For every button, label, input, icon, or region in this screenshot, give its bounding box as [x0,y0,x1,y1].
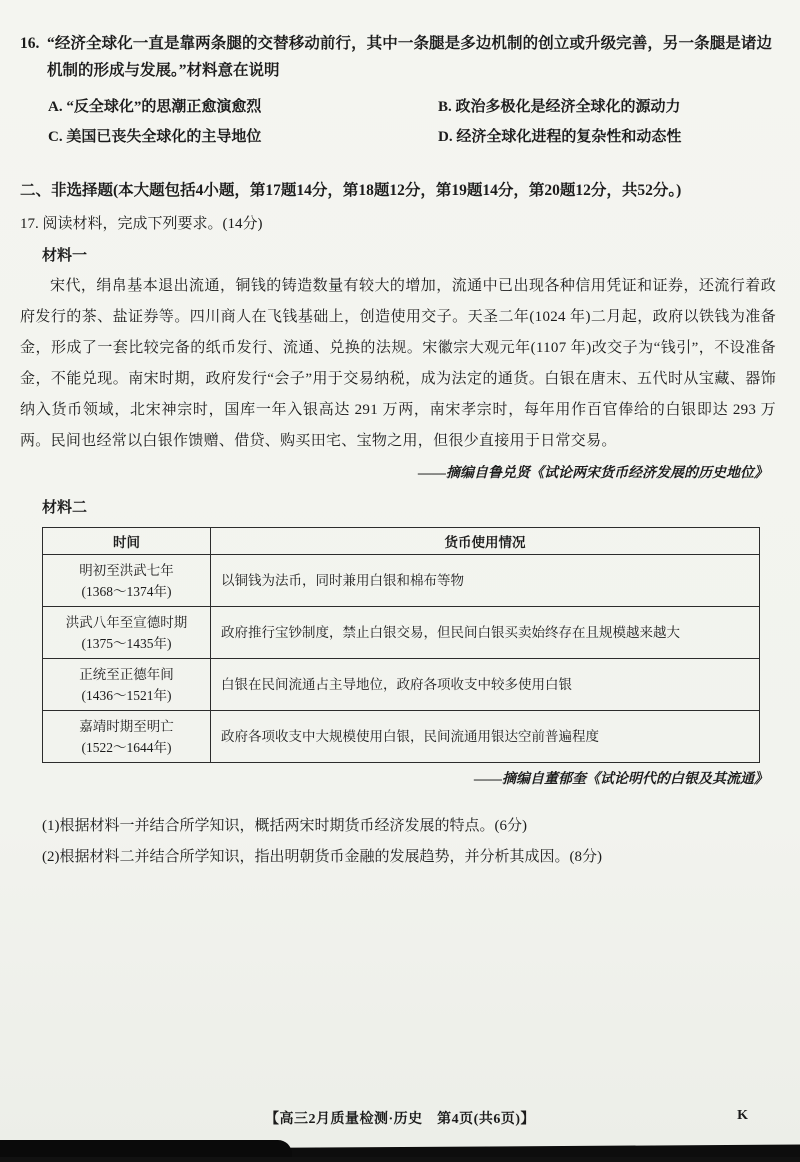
option-d-text: 经济全球化进程的复杂性和动态性 [456,129,682,145]
material-1-source: ——摘编自鲁兑贤《试论两宋货币经济发展的历史地位》 [418,466,768,481]
table-cell-usage: 政府各项收支中大规模使用白银，民间流通用银达空前普遍程度 [211,711,760,763]
option-c [48,122,438,152]
time-years: (1368～1374年) [81,583,172,599]
question-16-stem [20,30,772,84]
table-cell-usage: 白银在民间流通占主导地位，政府各项收支中较多使用白银 [211,659,760,711]
option-a-label: A. [48,99,63,115]
table-row [43,555,760,607]
currency-usage-table [42,527,760,763]
sub-question-2: (2)根据材料二并结合所学知识，指出明朝货币金融的发展趋势，并分析其成因。(8分) [42,849,602,865]
table-row [43,607,760,659]
option-row [20,122,776,152]
table-row [43,711,760,763]
table-row [43,659,760,711]
time-period: 嘉靖时期至明亡 [79,718,174,734]
question-16-options [20,92,776,152]
page-footer: 【高三2月质量检测·历史 第4页(共6页)】 [265,1112,535,1127]
table-header-usage: 货币使用情况 [211,528,760,555]
table-cell-time [43,555,211,607]
time-period: 正统至正德年间 [79,666,174,682]
option-a-text: “反全球化”的思潮正愈演愈烈 [66,99,262,115]
option-row [20,92,776,122]
option-c-text: 美国已丧失全球化的主导地位 [66,129,262,145]
time-years: (1436～1521年) [81,687,172,703]
time-years: (1375～1435年) [81,635,172,651]
option-c-label: C. [48,129,63,145]
time-years: (1522～1644年) [81,739,172,755]
material-2-label: 材料二 [42,500,88,516]
table-cell-usage: 政府推行宝钞制度，禁止白银交易，但民间白银买卖始终存在且规模越来越大 [211,607,760,659]
table-cell-time [43,659,211,711]
table-cell-time [43,607,211,659]
question-17-intro: 17. 阅读材料，完成下列要求。(14分) [20,216,263,232]
table-cell-time [43,711,211,763]
section-2-heading: 二、非选择题(本大题包括4小题，第17题14分，第18题12分，第19题14分，第20题12分，共52分。) [20,182,682,199]
table-cell-usage: 以铜钱为法币，同时兼用白银和棉布等物 [211,555,760,607]
option-b-label: B. [438,99,452,115]
table-header-row [43,528,760,555]
question-16-text: “经济全球化一直是靠两条腿的交替移动前行，其中一条腿是多边机制的创立或升级完善，另一条腿是诸边机制的形成与发展。”材料意在说明 [47,35,772,79]
question-16-number: 16. [20,35,40,52]
scan-edge-bottom [0,1157,800,1162]
footer-mark: K [737,1108,748,1123]
option-d [438,122,776,152]
option-b-text: 政治多极化是经济全球化的源动力 [455,99,681,115]
material-1-label: 材料一 [42,248,88,264]
material-1-text: 宋代，绢帛基本退出流通，铜钱的铸造数量有较大的增加，流通中已出现各种信用凭证和证券，还流行着政府发行的茶、盐证券等。四川商人在飞钱基础上，创造使用交子。天圣二年(1024 年)二月起，政府以铁钱为准备金，形成了一套比较完备的纸币发行、流通、兑换的法规。宋徽宗大观元年(1107 年)改交子为“钱引”，不设准备金，不能兑现。南宋时期，政府发行“会子”用于交易纳税，成为法定的通货。白银在唐末、五代时从宝藏、器饰纳入货币领域，北宋神宗时，国库一年入银高达 291 万两，南宋孝宗时，每年用作百官俸给的白银即达 293 万两。民间也经常以白银作馈赠、借贷、购买田宅、宝物之用，但很少直接用于日常交易。 [20,278,776,449]
material-2-source: ——摘编自董郁奎《试论明代的白银及其流通》 [474,772,768,787]
table-header-time: 时间 [43,528,211,555]
time-period: 洪武八年至宣德时期 [65,614,188,630]
sub-questions [42,811,776,873]
option-b [438,92,776,122]
time-period: 明初至洪武七年 [79,562,174,578]
sub-question-1: (1)根据材料一并结合所学知识，概括两宋时期货币经济发展的特点。(6分) [42,818,527,834]
option-a [48,92,438,122]
option-d-label: D. [438,129,453,145]
